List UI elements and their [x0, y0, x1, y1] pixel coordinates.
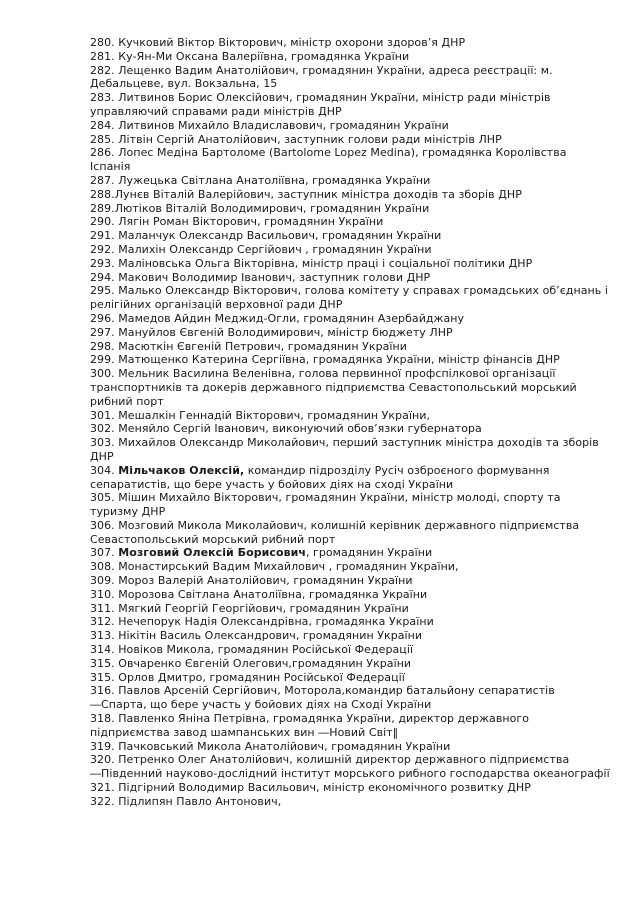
list-item: 309. Мороз Валерій Анатолійович, громадянин України [90, 574, 413, 588]
list-item: 295. Малько Олександр Вікторович, голова комітету у справах громадських об’єднань і релігійних організацій верховної ради ДНР [90, 284, 608, 312]
list-item: 301. Мешалкін Геннадій Вікторович, громадянин України, [90, 408, 431, 422]
list-item: 319. Пачковський Микола Анатолійович, громадянин України [90, 739, 451, 753]
list-item: 311. Мягкий Георгій Георгійович, громадянин України [90, 601, 409, 615]
list-item: 302. Меняйло Сергій Іванович, виконуючий обов’язки губернатора [90, 422, 482, 436]
list-item: 282. Лещенко Вадим Анатолійович, громадянин України, адреса реєстрації: м. Дебальцеве, вул. Вокзальна, 15 [90, 63, 553, 91]
list-item: 287. Лужецька Світлана Анатоліївна, громадянка України [90, 173, 431, 187]
item-number: 304. [90, 463, 115, 477]
list-item: 292. Малихін Олександр Сергійович , громадянин України [90, 242, 432, 256]
bold-name: Мозговий Олексій Борисович [118, 546, 306, 560]
list-item: 315. Овчаренко Євгеній Олегович,громадянин України [90, 656, 412, 670]
list-item: 308. Монастирський Вадим Михайлович , громадянин України, [90, 560, 459, 574]
list-item: 320. Петренко Олег Анатолійович, колишній директор державного підприємства ―Південний науково-дослідний інститут морського рибного господарства океанографії [90, 753, 610, 781]
list-item: 303. Михайлов Олександр Миколайович, перший заступник міністра доходів та зборів ДНР [90, 436, 599, 463]
bold-name: Мільчаков Олексій, [118, 463, 245, 477]
list-item: 316. Павлов Арсеній Сергійович, Моторола,командир батальйону сепаратистів ―Спарта, що бере участь у бойових діях на Сході України [90, 684, 555, 712]
list-item: 290. Лягін Роман Вікторович, громадянин України [90, 215, 384, 229]
list-item: 283. Литвинов Борис Олексійович, громадянин України, міністр ради міністрів управляючий справами ради міністрів ДНР [90, 91, 551, 118]
list-item: 286. Лопес Медіна Бартоломе (Bartolome Lopez Medina), громадянка Королівства Іспанія [90, 146, 567, 174]
list-item: 305. Мішин Михайло Вікторович, громадянин України, міністр молоді, спорту та туризму ДНР [90, 491, 561, 519]
item-description: , громадянин України [305, 546, 433, 560]
document-page [90, 36, 610, 809]
list-item: 294. Макович Володимир Іванович, заступник голови ДНР [90, 270, 431, 284]
list-item: 281. Ку-Ян-Ми Оксана Валеріївна, громадянка України [90, 49, 410, 63]
list-item: 300. Мельник Василина Веленівна, голова первинної профспілкової організації транспортників та докерів державного підприємства Севастопольський морський рибний порт [90, 367, 577, 408]
item-number: 307. [90, 546, 115, 560]
list-item: 297. Мануйлов Євгеній Володимирович, міністр бюджету ЛНР [90, 325, 453, 339]
list-item: 322. Підлипян Павло Антонович, [90, 794, 282, 808]
item-description: командир підрозділу Русіч озброєного формування сепаратистів, що бере участь у бойових діях на сході України [90, 463, 550, 491]
list-item: 313. Нікітін Василь Олександрович, громадянин України [90, 629, 423, 643]
list-item: 296. Мамедов Айдин Меджид-Огли, громадянин Азербайджану [90, 311, 465, 325]
list-item: 321. Підгірний Володимир Васильович, міністр економічного розвитку ДНР [90, 781, 531, 795]
list-item: 288.Лунєв Віталій Валерійович, заступник міністра доходів та зборів ДНР [90, 187, 522, 201]
list-item: 293. Маліновська Ольга Вікторівна, міністр праці і соціальної політики ДНР [90, 256, 533, 270]
list-item: 312. Нечепорук Надія Олександрівна, громадянка України [90, 615, 434, 629]
list-item: 289.Лютіков Віталій Володимирович, громадянин України [90, 201, 430, 215]
list-item [90, 546, 610, 560]
list-item: 306. Мозговий Микола Миколайович, колишній керівник державного підприємства Севастопольський морський рибний порт [90, 518, 580, 546]
list-item: 280. Кучковий Віктор Вікторович, міністр охорони здоров’я ДНР [90, 36, 466, 49]
list-item: 298. Масюткін Євгеній Петрович, громадянин України [90, 339, 407, 353]
list-item: 318. Павленко Яніна Петрівна, громадянка України, директор державного підприємства завод шампанських вин ―Новий Світ‖ [90, 712, 529, 739]
list-item: 315. Орлов Дмитро, громадянин Російської Федерації [90, 670, 405, 684]
list-item [90, 464, 610, 492]
list-item: 299. Матющенко Катерина Сергіївна, громадянка України, міністр фінансів ДНР [90, 353, 560, 367]
list-item: 284. Литвинов Михайло Владиславович, громадянин України [90, 118, 449, 132]
list-item: 314. Новіков Микола, громадянин Російської Федерації [90, 643, 414, 657]
list-item: 285. Літвін Сергій Анатолійович, заступник голови ради міністрів ЛНР [90, 132, 502, 146]
list-item: 310. Морозова Світлана Анатоліївна, громадянка України [90, 587, 428, 601]
list-item: 291. Маланчук Олександр Васильович, громадянин України [90, 229, 442, 243]
